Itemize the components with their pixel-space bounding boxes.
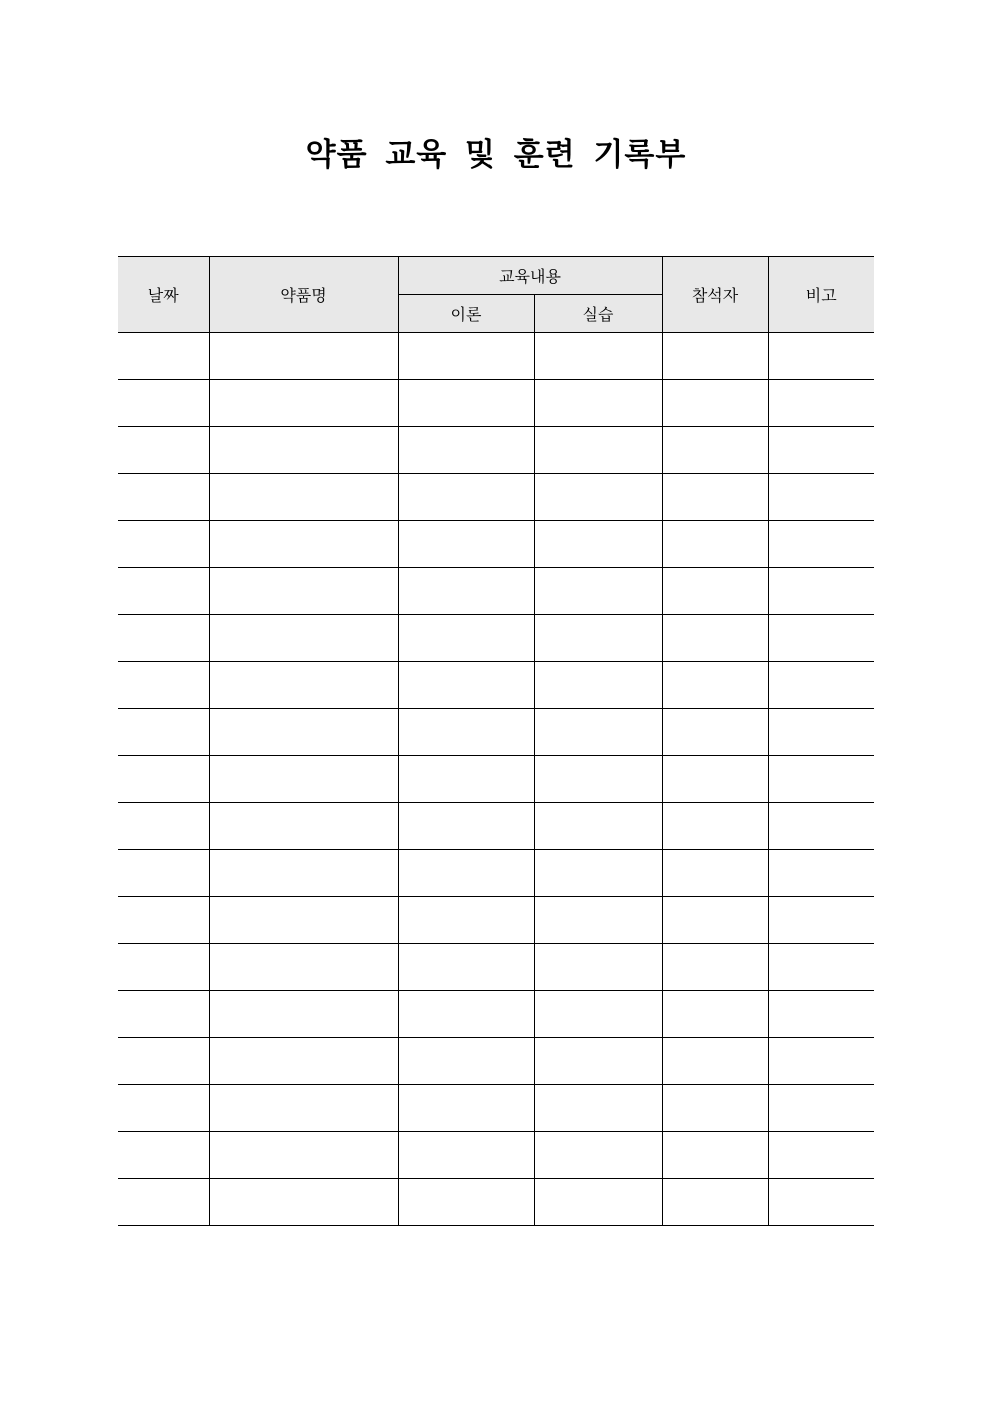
theory-cell[interactable] (398, 709, 534, 756)
practice-cell[interactable] (534, 709, 662, 756)
table-row (118, 427, 874, 474)
practice-cell[interactable] (534, 991, 662, 1038)
practice-cell[interactable] (534, 1085, 662, 1132)
practice-cell[interactable] (534, 333, 662, 380)
drug-name-cell[interactable] (209, 897, 398, 944)
attendees-cell[interactable] (662, 615, 768, 662)
practice-cell[interactable] (534, 568, 662, 615)
header-date: 날짜 (118, 257, 209, 333)
practice-cell[interactable] (534, 1038, 662, 1085)
theory-cell[interactable] (398, 662, 534, 709)
drug-name-cell[interactable] (209, 615, 398, 662)
date-cell[interactable] (118, 1132, 209, 1179)
practice-cell[interactable] (534, 897, 662, 944)
attendees-cell[interactable] (662, 521, 768, 568)
remarks-cell[interactable] (768, 474, 874, 521)
theory-cell[interactable] (398, 1132, 534, 1179)
theory-cell[interactable] (398, 803, 534, 850)
attendees-cell[interactable] (662, 427, 768, 474)
drug-name-cell[interactable] (209, 662, 398, 709)
attendees-cell[interactable] (662, 803, 768, 850)
date-cell[interactable] (118, 756, 209, 803)
drug-name-cell[interactable] (209, 1132, 398, 1179)
theory-cell[interactable] (398, 756, 534, 803)
table-row (118, 803, 874, 850)
drug-name-cell[interactable] (209, 803, 398, 850)
table-row (118, 1038, 874, 1085)
table-row (118, 380, 874, 427)
remarks-cell[interactable] (768, 897, 874, 944)
practice-cell[interactable] (534, 1132, 662, 1179)
date-cell[interactable] (118, 333, 209, 380)
drug-name-cell[interactable] (209, 1085, 398, 1132)
page-title: 약품 교육 및 훈련 기록부 (305, 137, 687, 173)
remarks-cell[interactable] (768, 568, 874, 615)
practice-cell[interactable] (534, 380, 662, 427)
drug-name-cell[interactable] (209, 1179, 398, 1226)
theory-cell[interactable] (398, 991, 534, 1038)
date-cell[interactable] (118, 568, 209, 615)
theory-cell[interactable] (398, 1085, 534, 1132)
drug-name-cell[interactable] (209, 991, 398, 1038)
table-row (118, 521, 874, 568)
practice-cell[interactable] (534, 756, 662, 803)
date-cell[interactable] (118, 427, 209, 474)
remarks-cell[interactable] (768, 1038, 874, 1085)
drug-name-cell[interactable] (209, 850, 398, 897)
header-attendees: 참석자 (662, 257, 768, 333)
date-cell[interactable] (118, 944, 209, 991)
table-row (118, 850, 874, 897)
attendees-cell[interactable] (662, 991, 768, 1038)
table-row (118, 333, 874, 380)
table-row (118, 756, 874, 803)
remarks-cell[interactable] (768, 1179, 874, 1226)
remarks-cell[interactable] (768, 850, 874, 897)
theory-cell[interactable] (398, 1038, 534, 1085)
attendees-cell[interactable] (662, 897, 768, 944)
drug-name-cell[interactable] (209, 756, 398, 803)
attendees-cell[interactable] (662, 850, 768, 897)
attendees-cell[interactable] (662, 380, 768, 427)
practice-cell[interactable] (534, 615, 662, 662)
remarks-cell[interactable] (768, 709, 874, 756)
practice-cell[interactable] (534, 521, 662, 568)
attendees-cell[interactable] (662, 1085, 768, 1132)
date-cell[interactable] (118, 521, 209, 568)
remarks-cell[interactable] (768, 427, 874, 474)
date-cell[interactable] (118, 1038, 209, 1085)
table-row (118, 709, 874, 756)
remarks-cell[interactable] (768, 615, 874, 662)
remarks-cell[interactable] (768, 662, 874, 709)
remarks-cell[interactable] (768, 1085, 874, 1132)
table-row (118, 991, 874, 1038)
theory-cell[interactable] (398, 568, 534, 615)
drug-name-cell[interactable] (209, 380, 398, 427)
attendees-cell[interactable] (662, 709, 768, 756)
header-theory: 이론 (398, 295, 534, 333)
table-row (118, 615, 874, 662)
attendees-cell[interactable] (662, 1179, 768, 1226)
theory-cell[interactable] (398, 1179, 534, 1226)
practice-cell[interactable] (534, 474, 662, 521)
table-row (118, 1085, 874, 1132)
attendees-cell[interactable] (662, 568, 768, 615)
attendees-cell[interactable] (662, 1132, 768, 1179)
remarks-cell[interactable] (768, 991, 874, 1038)
table-row (118, 1132, 874, 1179)
date-cell[interactable] (118, 991, 209, 1038)
table-row (118, 897, 874, 944)
practice-cell[interactable] (534, 850, 662, 897)
header-practice: 실습 (534, 295, 662, 333)
drug-name-cell[interactable] (209, 333, 398, 380)
theory-cell[interactable] (398, 897, 534, 944)
drug-name-cell[interactable] (209, 709, 398, 756)
date-cell[interactable] (118, 615, 209, 662)
date-cell[interactable] (118, 709, 209, 756)
theory-cell[interactable] (398, 427, 534, 474)
date-cell[interactable] (118, 803, 209, 850)
remarks-cell[interactable] (768, 380, 874, 427)
drug-name-cell[interactable] (209, 427, 398, 474)
practice-cell[interactable] (534, 944, 662, 991)
date-cell[interactable] (118, 850, 209, 897)
theory-cell[interactable] (398, 474, 534, 521)
table-row (118, 568, 874, 615)
attendees-cell[interactable] (662, 662, 768, 709)
remarks-cell[interactable] (768, 803, 874, 850)
remarks-cell[interactable] (768, 521, 874, 568)
practice-cell[interactable] (534, 803, 662, 850)
date-cell[interactable] (118, 1179, 209, 1226)
date-cell[interactable] (118, 1085, 209, 1132)
theory-cell[interactable] (398, 850, 534, 897)
table-body (118, 333, 874, 1226)
table-row (118, 662, 874, 709)
date-cell[interactable] (118, 897, 209, 944)
remarks-cell[interactable] (768, 944, 874, 991)
attendees-cell[interactable] (662, 1038, 768, 1085)
date-cell[interactable] (118, 662, 209, 709)
drug-name-cell[interactable] (209, 521, 398, 568)
attendees-cell[interactable] (662, 474, 768, 521)
theory-cell[interactable] (398, 521, 534, 568)
remarks-cell[interactable] (768, 333, 874, 380)
theory-cell[interactable] (398, 380, 534, 427)
training-record-table (118, 256, 874, 1226)
attendees-cell[interactable] (662, 333, 768, 380)
table-header (118, 257, 874, 333)
drug-name-cell[interactable] (209, 944, 398, 991)
header-education-content: 교육내용 (398, 257, 662, 295)
remarks-cell[interactable] (768, 1132, 874, 1179)
date-cell[interactable] (118, 474, 209, 521)
practice-cell[interactable] (534, 662, 662, 709)
practice-cell[interactable] (534, 1179, 662, 1226)
table-row (118, 474, 874, 521)
theory-cell[interactable] (398, 615, 534, 662)
date-cell[interactable] (118, 380, 209, 427)
drug-name-cell[interactable] (209, 1038, 398, 1085)
practice-cell[interactable] (534, 427, 662, 474)
remarks-cell[interactable] (768, 756, 874, 803)
table-row (118, 1179, 874, 1226)
drug-name-cell[interactable] (209, 568, 398, 615)
attendees-cell[interactable] (662, 756, 768, 803)
drug-name-cell[interactable] (209, 474, 398, 521)
theory-cell[interactable] (398, 944, 534, 991)
table-row (118, 944, 874, 991)
header-remarks: 비고 (768, 257, 874, 333)
header-drug-name: 약품명 (209, 257, 398, 333)
theory-cell[interactable] (398, 333, 534, 380)
attendees-cell[interactable] (662, 944, 768, 991)
